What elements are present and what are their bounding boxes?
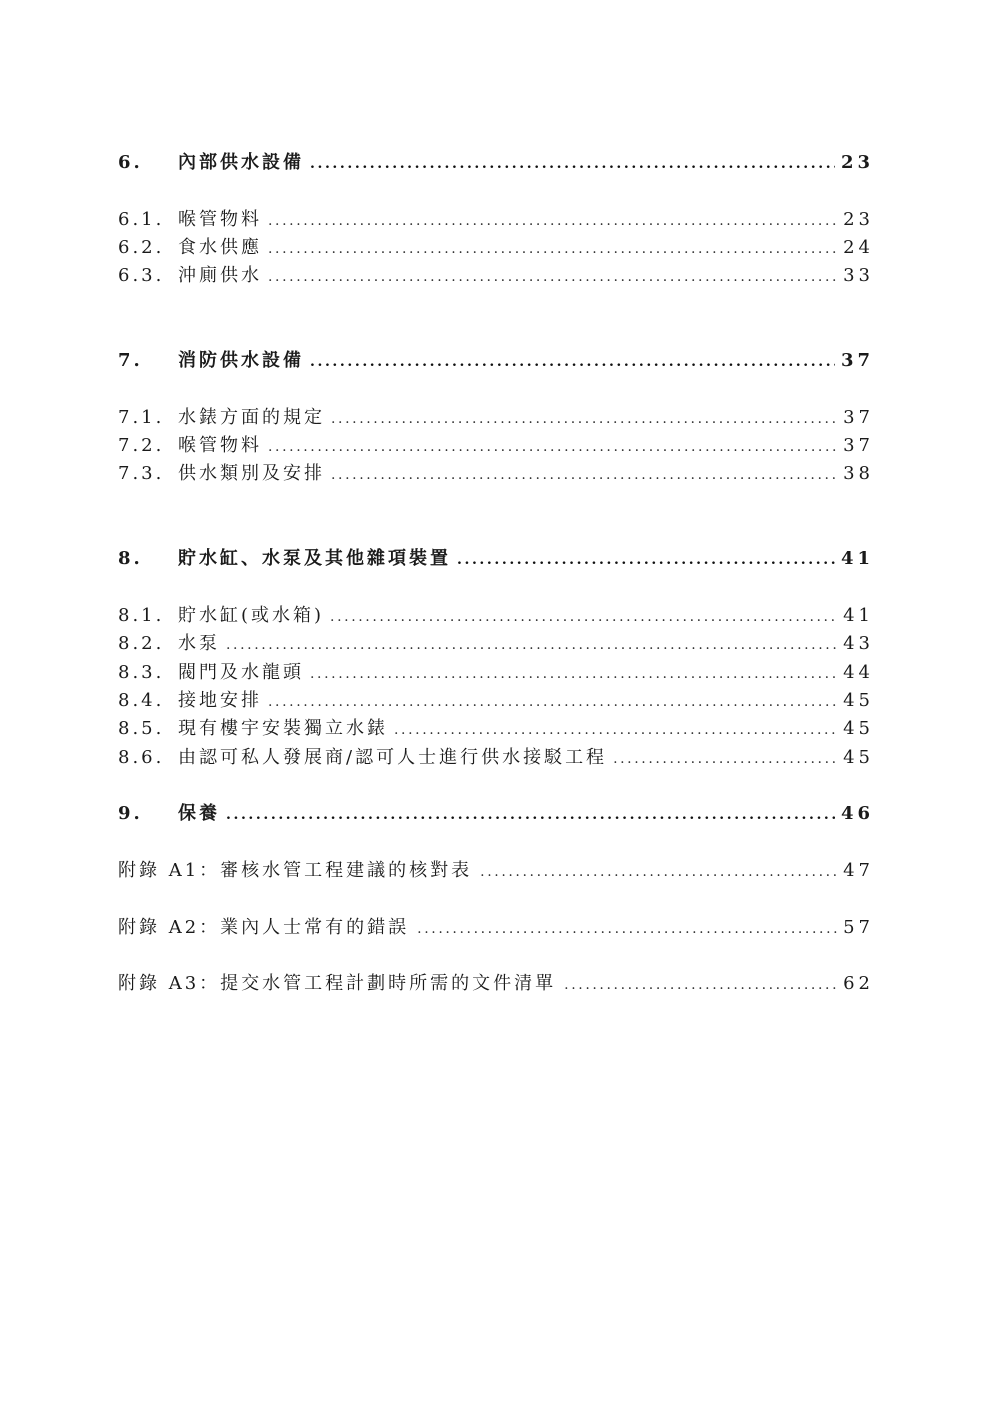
dot-leader xyxy=(613,751,837,767)
toc-entry-6-2[interactable] xyxy=(118,233,874,259)
toc-entry-appendix-a1[interactable] xyxy=(118,856,874,882)
dot-leader xyxy=(564,977,837,993)
toc-number: 6.2. xyxy=(118,237,165,258)
toc-title: 附錄 A2：業內人士常有的錯誤 xyxy=(118,917,410,938)
toc-number: 6.3. xyxy=(118,265,165,286)
toc-number: 9. xyxy=(118,803,143,824)
toc-page-number: 45 xyxy=(843,690,874,711)
toc-page-number: 57 xyxy=(843,917,874,938)
dot-leader xyxy=(226,807,835,823)
toc-title: 食水供應 xyxy=(178,237,262,258)
toc-entry-appendix-a2[interactable] xyxy=(118,913,874,939)
toc-page-number: 44 xyxy=(843,662,874,683)
dot-leader xyxy=(268,213,837,229)
dot-leader xyxy=(330,609,837,625)
toc-page-number: 62 xyxy=(843,973,874,994)
toc-entry-9[interactable] xyxy=(118,799,874,825)
toc-page-number: 38 xyxy=(843,463,874,484)
toc-entry-7[interactable] xyxy=(118,346,874,372)
toc-entry-8[interactable] xyxy=(118,544,874,570)
dot-leader xyxy=(480,864,837,880)
toc-number: 8. xyxy=(118,548,143,569)
toc-title: 現有樓宇安裝獨立水錶 xyxy=(178,718,388,739)
toc-number: 8.1. xyxy=(118,605,165,626)
toc-entry-7-1[interactable] xyxy=(118,403,874,429)
dot-leader xyxy=(331,467,837,483)
toc-number: 7.2. xyxy=(118,435,165,456)
toc-number: 7.1. xyxy=(118,407,165,428)
toc-title: 內部供水設備 xyxy=(178,152,304,173)
toc-title: 喉管物料 xyxy=(178,435,262,456)
toc-title: 水錶方面的規定 xyxy=(178,407,325,428)
dot-leader xyxy=(310,666,837,682)
dot-leader xyxy=(268,241,837,257)
toc-number: 6. xyxy=(118,152,143,173)
toc-entry-appendix-a3[interactable] xyxy=(118,969,874,995)
toc-title: 供水類別及安排 xyxy=(178,463,325,484)
toc-entry-6[interactable] xyxy=(118,148,874,174)
toc-title: 水泵 xyxy=(178,633,220,654)
toc-number: 8.5. xyxy=(118,718,165,739)
toc-entry-6-3[interactable] xyxy=(118,261,874,287)
toc-page-number: 37 xyxy=(843,407,874,428)
toc-number: 8.6. xyxy=(118,747,165,768)
toc-entry-8-1[interactable] xyxy=(118,601,874,627)
toc-page-number: 41 xyxy=(843,605,874,626)
toc-title: 沖廁供水 xyxy=(178,265,262,286)
toc-entry-6-1[interactable] xyxy=(118,205,874,231)
toc-title: 附錄 A1：審核水管工程建議的核對表 xyxy=(118,860,473,881)
toc-page-number: 43 xyxy=(843,633,874,654)
toc-title: 由認可私人發展商/認可人士進行供水接駁工程 xyxy=(178,747,608,768)
toc-entry-7-2[interactable] xyxy=(118,431,874,457)
dot-leader xyxy=(457,552,835,568)
toc-page-number: 45 xyxy=(843,747,874,768)
dot-leader xyxy=(226,637,837,653)
toc-title: 喉管物料 xyxy=(178,209,262,230)
toc-page-number: 23 xyxy=(840,152,874,173)
toc-title: 附錄 A3：提交水管工程計劃時所需的文件清單 xyxy=(118,973,557,994)
toc-title: 閥門及水龍頭 xyxy=(178,662,304,683)
dot-leader xyxy=(417,921,837,937)
dot-leader xyxy=(268,269,837,285)
toc-entry-8-4[interactable] xyxy=(118,686,874,712)
toc-page-number: 33 xyxy=(843,265,874,286)
toc-title: 接地安排 xyxy=(178,690,262,711)
dot-leader xyxy=(268,439,837,455)
toc-entry-8-2[interactable] xyxy=(118,629,874,655)
dot-leader xyxy=(310,156,835,172)
toc-entry-8-3[interactable] xyxy=(118,658,874,684)
toc-number: 8.3. xyxy=(118,662,165,683)
toc-title: 貯水缸、水泵及其他雜項裝置 xyxy=(178,548,451,569)
dot-leader xyxy=(268,694,837,710)
toc-entry-7-3[interactable] xyxy=(118,459,874,485)
toc-number: 8.4. xyxy=(118,690,165,711)
toc-page-number: 37 xyxy=(843,435,874,456)
toc-page-number: 24 xyxy=(843,237,874,258)
toc-page-number: 45 xyxy=(843,718,874,739)
toc-entry-8-5[interactable] xyxy=(118,714,874,740)
toc-number: 7. xyxy=(118,350,143,371)
toc-page-number: 47 xyxy=(843,860,874,881)
toc-title: 保養 xyxy=(178,803,220,824)
toc-title: 消防供水設備 xyxy=(178,350,304,371)
toc-number: 6.1. xyxy=(118,209,165,230)
toc-page-number: 46 xyxy=(840,803,874,824)
toc-number: 7.3. xyxy=(118,463,165,484)
toc-page-number: 41 xyxy=(840,548,874,569)
dot-leader xyxy=(331,411,837,427)
toc-title: 貯水缸(或水箱) xyxy=(178,605,325,626)
toc-page-number: 37 xyxy=(840,350,874,371)
dot-leader xyxy=(310,354,835,370)
toc-number: 8.2. xyxy=(118,633,165,654)
toc-entry-8-6[interactable] xyxy=(118,743,874,769)
toc-page-number: 23 xyxy=(843,209,874,230)
dot-leader xyxy=(394,722,837,738)
